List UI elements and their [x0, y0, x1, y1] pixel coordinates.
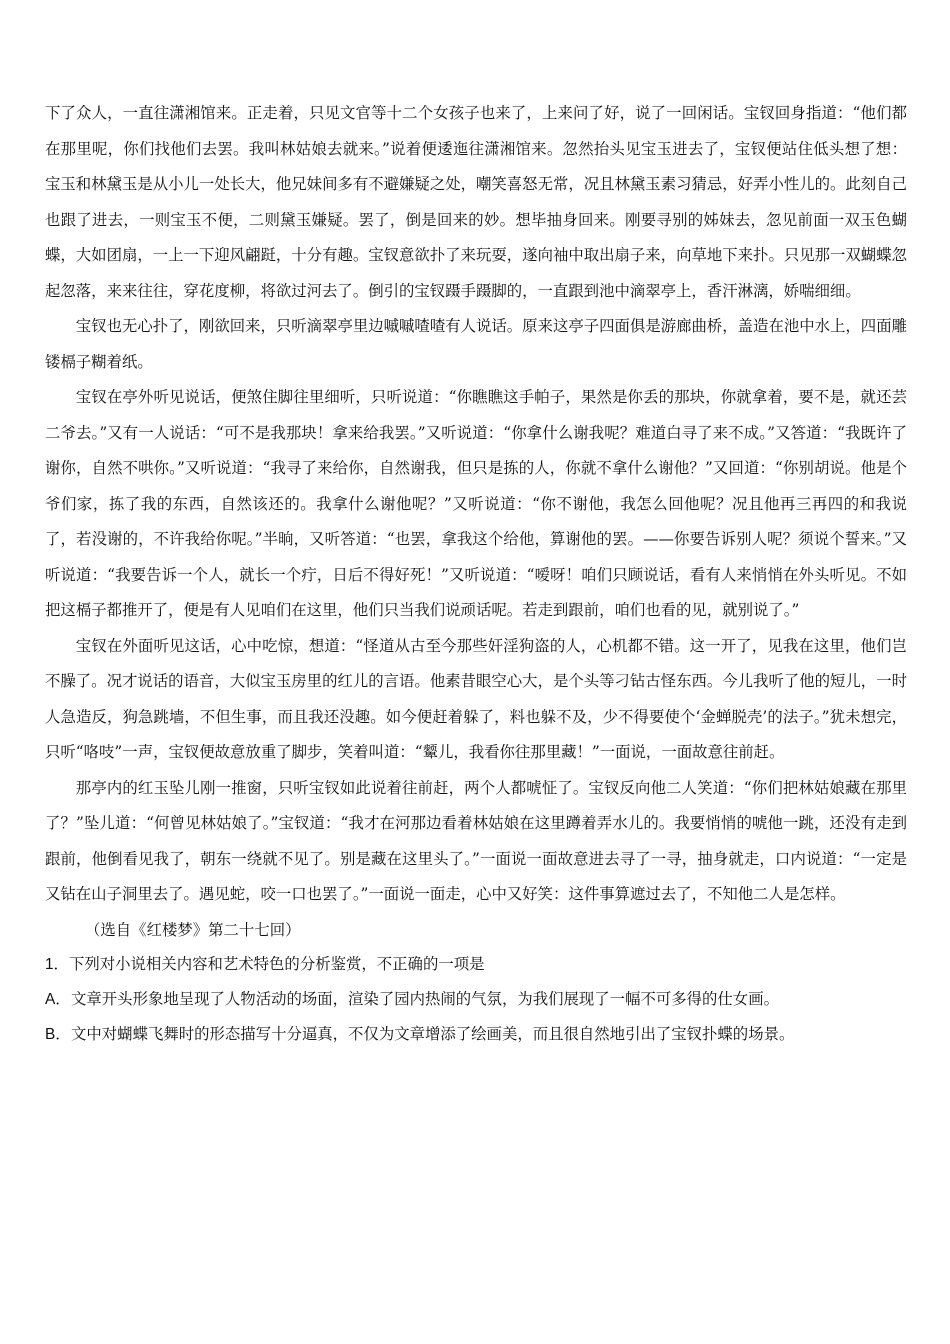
paragraph-2: 宝钗也无心扑了，刚欲回来，只听滴翠亭里边嘁嘁喳喳有人说话。原来这亭子四面俱是游廊曲桥，盖造在池中水上，四面雕镂槅子糊着纸。 — [45, 317, 907, 371]
document-page — [45, 96, 907, 1052]
option-b-letter: B． — [45, 1025, 71, 1043]
option-b-text: 文中对蝴蝶飞舞时的形态描写十分逼真，不仅为文章增添了绘画美，而且很自然地引出了宝钗扑蝶的场景。 — [71, 1024, 795, 1043]
option-a-letter: A． — [45, 990, 71, 1008]
paragraph-1: 下了众人，一直往潇湘馆来。正走着，只见文官等十二个女孩子也来了，上来问了好，说了一回闲话。宝钗回身指道：“他们都在那里呢，你们找他们去罢。我叫林姑娘去就来。”说着便逶迤往潇湘馆来。忽然抬头见宝玉进去了，宝钗便站住低头想了想：宝玉和林黛玉是从小儿一处长大，他兄妹间多有不避嫌疑之处，嘲笑喜怒无常，况且林黛玉素习猜忌，好弄小性儿的。此刻自己也跟了进去，一则宝玉不便，二则黛玉嫌疑。罢了，倒是回来的妙。想毕抽身回来。刚要寻别的姊妹去，忽见前面一双玉色蝴蝶，大如团扇，一上一下迎风翩跹，十分有趣。宝钗意欲扑了来玩耍，遂向袖中取出扇子来，向草地下来扑。只见那一双蝴蝶忽起忽落，来来往往，穿花度柳，将欲过河去了。倒引的宝钗蹑手蹑脚的，一直跟到池中滴翠亭上，香汗淋漓，娇喘细细。 — [45, 104, 907, 300]
question-number: 1． — [45, 955, 69, 973]
passage — [45, 96, 907, 947]
question-text: 下列对小说相关内容和艺术特色的分析鉴赏，不正确的一项是 — [68, 954, 485, 973]
question-stem — [45, 947, 907, 982]
paragraph-4: 宝钗在外面听见这话，心中吃惊，想道：“怪道从古至今那些奸淫狗盗的人，心机都不错。这一开了，见我在这里，他们岂不臊了。况才说话的语音，大似宝玉房里的红儿的言语。他素昔眼空心大，是个头等刁钻古怪东西。今儿我听了他的短儿，一时人急造反，狗急跳墙，不但生事，而且我还没趣。如今便赶着躲了，料也躲不及，少不得要使个‘金蝉脱壳’的法子。”犹未想完，只听“咯吱”一声，宝钗便故意放重了脚步，笑着叫道：“颦儿，我看你往那里藏！”一面说，一面故意往前赶。 — [45, 636, 907, 761]
passage-source: （选自《红楼梦》第二十七回） — [85, 920, 301, 939]
option-a — [45, 982, 907, 1017]
question-1 — [45, 947, 907, 1052]
option-a-text: 文章开头形象地呈现了人物活动的场面，渲染了园内热闹的气氛，为我们展现了一幅不可多得的仕女画。 — [71, 989, 779, 1008]
paragraph-5: 那亭内的红玉坠儿刚一推窗，只听宝钗如此说着往前赶，两个人都唬怔了。宝钗反向他二人笑道：“你们把林姑娘藏在那里了？”坠儿道：“何曾见林姑娘了。”宝钗道：“我才在河那边看着林姑娘在这里蹲着弄水儿的。我要悄悄的唬他一跳，还没有走到跟前，他倒看见我了，朝东一绕就不见了。别是藏在这里头了。”一面说一面故意进去寻了一寻，抽身就走，口内说道：“一定是又钻在山子洞里去了。遇见蛇，咬一口也罢了。”一面说一面走，心中又好笑：这件事算遮过去了，不知他二人是怎样。 — [45, 778, 907, 903]
paragraph-3: 宝钗在亭外听见说话，便煞住脚往里细听，只听说道：“你瞧瞧这手帕子，果然是你丢的那块，你就拿着，要不是，就还芸二爷去。”又有一人说话：“可不是我那块！拿来给我罢。”又听说道：“你拿什么谢我呢？难道白寻了来不成。”又答道：“我既许了谢你，自然不哄你。”又听说道：“我寻了来给你，自然谢我，但只是拣的人，你就不拿什么谢他？”又回道：“你别胡说。他是个爷们家，拣了我的东西，自然该还的。我拿什么谢他呢？”又听说道：“你不谢他，我怎么回他呢？况且他再三再四的和我说了，若没谢的，不许我给你呢。”半晌，又听答道：“也罢，拿我这个给他，算谢他的罢。——你要告诉别人呢？须说个誓来。”又听说道：“我要告诉一个人，就长一个疔，日后不得好死！”又听说道：“嗳呀！咱们只顾说话，看有人来悄悄在外头听见。不如把这槅子都推开了，便是有人见咱们在这里，他们只当我们说顽话呢。若走到跟前，咱们也看的见，就别说了。” — [45, 388, 907, 619]
option-b — [45, 1017, 907, 1052]
